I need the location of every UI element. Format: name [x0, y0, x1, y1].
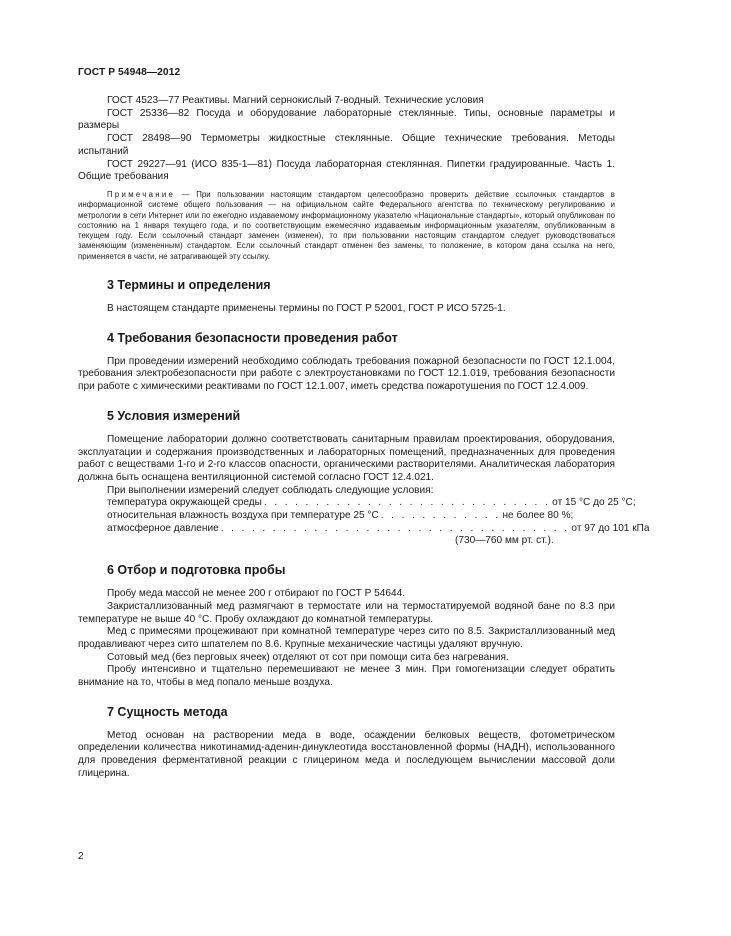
- dot-leader: . . . . . . . . . . . . . . . . . . . . . . . . . . . . . . . . . .: [220, 522, 570, 534]
- condition-row: [78, 497, 636, 510]
- section-6-paragraph: Сотовый мед (без перговых ячеек) отделяют от сот при помощи сита без нагревания.: [107, 651, 509, 663]
- reference-item: ГОСТ 28498—90 Термометры жидкостные стеклянные. Общие технические требования. Методы испытаний: [78, 133, 615, 157]
- reference-item: ГОСТ 29227—91 (ИСО 835-1—81) Посуда лабораторная стеклянная. Пипетки градуированные. Часть 1. Общие требования: [78, 158, 615, 183]
- section-4-heading: 4 Требования безопасности проведения работ: [107, 330, 398, 345]
- condition-row: [78, 522, 650, 536]
- section-7-heading: 7 Сущность метода: [107, 704, 228, 719]
- normative-references-list: [78, 95, 615, 184]
- condition-row: [78, 510, 615, 523]
- document-body: [78, 95, 650, 781]
- section-6-paragraph: Закристаллизованный мед размягчают в термостате или на термостатируемой водяной бане по 8.3 при температуре не выше 40 °С. Пробу охлаждают до комнатной температуры.: [78, 600, 615, 625]
- measurement-conditions: [78, 497, 650, 548]
- condition-label: относительная влажность воздуха при температуре 25 °С: [107, 510, 379, 522]
- section-6-heading: 6 Отбор и подготовка пробы: [107, 563, 286, 578]
- reference-note: [78, 190, 615, 262]
- reference-item: ГОСТ 25336—82 Посуда и оборудование лабораторные стеклянные. Типы, основные параметры и размеры: [78, 107, 615, 132]
- section-6-paragraph: Мед с примесями процеживают при комнатной температуре через сито по 8.5. Закристаллизованный мед продавливают через сито шпателем по 8.6. Крупные механические частицы удаляют вручную.: [78, 626, 615, 650]
- condition-label: температура окружающей среды: [107, 497, 262, 509]
- note-text: — При пользовании настоящим стандартом целесообразно проверить действие ссылочных стандартов в информационной системе общего пользования — на официальном сайте Федерального агентства по техническому регулированию и метрологии в сети Интернет или по ежегодно издаваемому информационному указателю «Национальные стандарты», который опубликован по состоянию на 1 января текущего года, и по соответствующим ежемесячно издаваемым информационным указателям, опубликованным в текущем году. Если ссылочный стандарт заменен (изменен), то при пользовании настоящим стандартом следует руководствоваться заменяющим (измененным) стандартом. Если ссылочный стандарт отменен без замены, то положение, в котором дана ссылка на него, применяется в части, не затрагивающей эту ссылку.: [78, 189, 615, 261]
- note-label: Примечание: [107, 189, 176, 199]
- condition-value: не более 80 %;: [502, 510, 574, 522]
- condition-value-alt: (730—760 мм рт. ст.).: [455, 535, 554, 547]
- condition-row: [78, 535, 615, 548]
- section-3-text: В настоящем стандарте применены термины по ГОСТ Р 52001, ГОСТ Р ИСО 5725-1.: [107, 303, 506, 314]
- section-6-paragraph: Пробу интенсивно и тщательно перемешивают не менее 3 мин. При гомогенизации следует обратить внимание на то, чтобы в мед попало меньше воздуха.: [78, 664, 615, 689]
- dot-leader: . . . . . . . . . . . .: [380, 510, 501, 522]
- section-7-text: Метод основан на растворении меда в воде, осаждении белковых веществ, фотометрическом определении количества никотинамид-аденин-динуклеотида восстановленной формы (НАДН), использованного для проведения ферментативной реакции с глицерином меда и последующем вычислении массовой доли глицерина.: [78, 729, 615, 779]
- reference-item: ГОСТ 4523—77 Реактивы. Магний сернокислый 7-водный. Технические условия: [107, 95, 484, 106]
- document-header: ГОСТ Р 54948—2012: [78, 67, 181, 78]
- section-5-heading: 5 Условия измерений: [107, 408, 241, 423]
- page-number: 2: [78, 851, 84, 862]
- section-3-heading: 3 Термины и определения: [107, 278, 271, 292]
- condition-value: от 15 °С до 25 °С;: [552, 497, 636, 509]
- section-5-paragraph: Помещение лаборатории должно соответствовать санитарным правилам проектирования, оборудования, эксплуатации и содержания производственных и лабораторных помещений, предназначенных для проведения работ с веществами 1-го и 2-го классов опасности, органическими растворителями. Аналитическая лаборатория должна быть оснащена вентиляционной системой согласно ГОСТ 12.4.021.: [78, 433, 615, 483]
- section-6-paragraph: Пробу меда массой не менее 200 г отбирают по ГОСТ Р 54644.: [107, 588, 406, 600]
- condition-label: атмосферное давление: [107, 522, 219, 534]
- dot-leader: . . . . . . . . . . . . . . . . . . . . . . . . . . . .: [263, 497, 551, 509]
- condition-value: от 97 до 101 кПа: [571, 522, 650, 534]
- section-5-conditions-intro: При выполнении измерений следует соблюдать следующие условия:: [107, 484, 434, 496]
- section-4-text: При проведении измерений необходимо соблюдать требования пожарной безопасности по ГОСТ 12.1.004, требования электробезопасности при работе с электроустановками по ГОСТ 12.1.019, требования безопасности при работе с химическими реактивами по ГОСТ 12.1.007, иметь средства пожаротушения по ГОСТ 12.4.009.: [78, 355, 615, 393]
